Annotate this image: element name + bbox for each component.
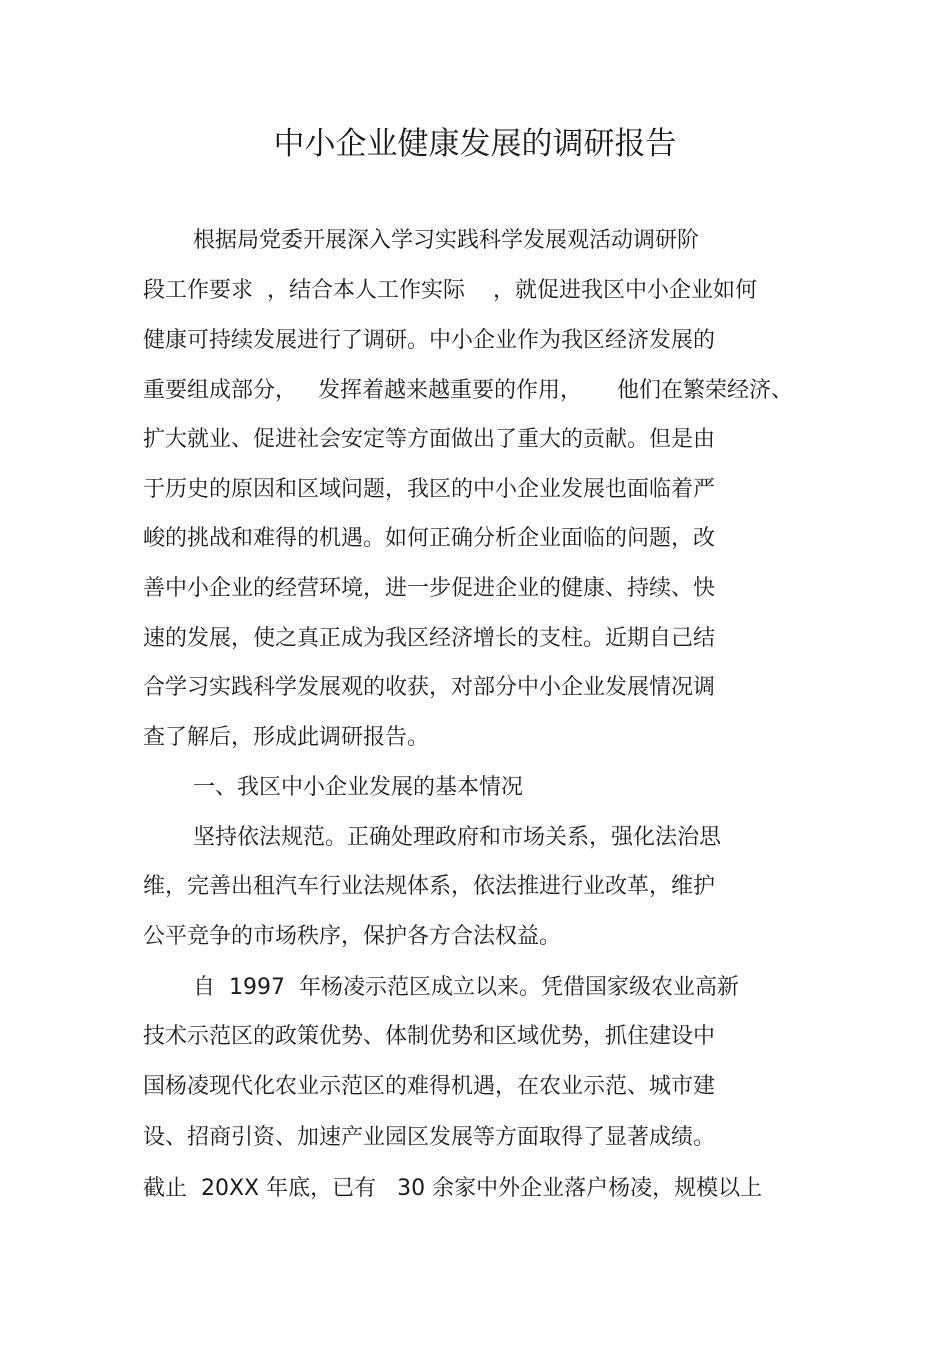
body-line-5: 扩大就业、促进社会安定等方面做出了重大的贡献。但是由 bbox=[143, 427, 716, 452]
body-line-1: 根据局党委开展深入学习实践科学发展观活动调研阶 bbox=[193, 228, 700, 253]
body-line-9: 速的发展，使之真正成为我区经济增长的支柱。近期自己结 bbox=[143, 626, 716, 651]
section-heading: 一、我区中小企业发展的基本情况 bbox=[193, 775, 524, 800]
body-line-2: 段工作要求 ，结合本人工作实际 ，就促进我区中小企业如何 bbox=[143, 278, 757, 303]
body-line-14: 维，完善出租汽车行业法规体系，依法推进行业改革，维护 bbox=[143, 874, 716, 899]
body-line-19: 设、招商引资、加速产业园区发展等方面取得了显著成绩。 bbox=[143, 1125, 716, 1150]
body-line-13: 坚持依法规范。正确处理政府和市场关系，强化法治思 bbox=[193, 825, 722, 850]
body-line-20: 截止 20XX 年底，已有 30 余家中外企业落户杨凌，规模以上 bbox=[143, 1176, 763, 1201]
document-title: 中小企业健康发展的调研报告 bbox=[273, 126, 677, 162]
body-line-3: 健康可持续发展进行了调研。中小企业作为我区经济发展的 bbox=[143, 328, 716, 353]
body-line-10: 合学习实践科学发展观的收获，对部分中小企业发展情况调 bbox=[143, 675, 716, 700]
body-line-16: 自 1997 年杨凌示范区成立以来。凭借国家级农业高新 bbox=[193, 975, 739, 1000]
body-line-17: 技术示范区的政策优势、体制优势和区域优势，抓住建设中 bbox=[143, 1024, 716, 1049]
body-line-4: 重要组成部分， 发挥着越来越重要的作用， 他们在繁荣经济、 bbox=[143, 378, 793, 403]
body-line-7: 峻的挑战和难得的机遇。如何正确分析企业面临的问题，改 bbox=[143, 526, 716, 551]
body-line-18: 国杨凌现代化农业示范区的难得机遇，在农业示范、城市建 bbox=[143, 1074, 716, 1099]
body-line-6: 于历史的原因和区域问题，我区的中小企业发展也面临着严 bbox=[143, 477, 716, 502]
body-line-15: 公平竞争的市场秩序，保护各方合法权益。 bbox=[143, 924, 562, 949]
body-line-11: 查了解后，形成此调研报告。 bbox=[143, 725, 430, 750]
body-line-8: 善中小企业的经营环境，进一步促进企业的健康、持续、快 bbox=[143, 576, 716, 601]
